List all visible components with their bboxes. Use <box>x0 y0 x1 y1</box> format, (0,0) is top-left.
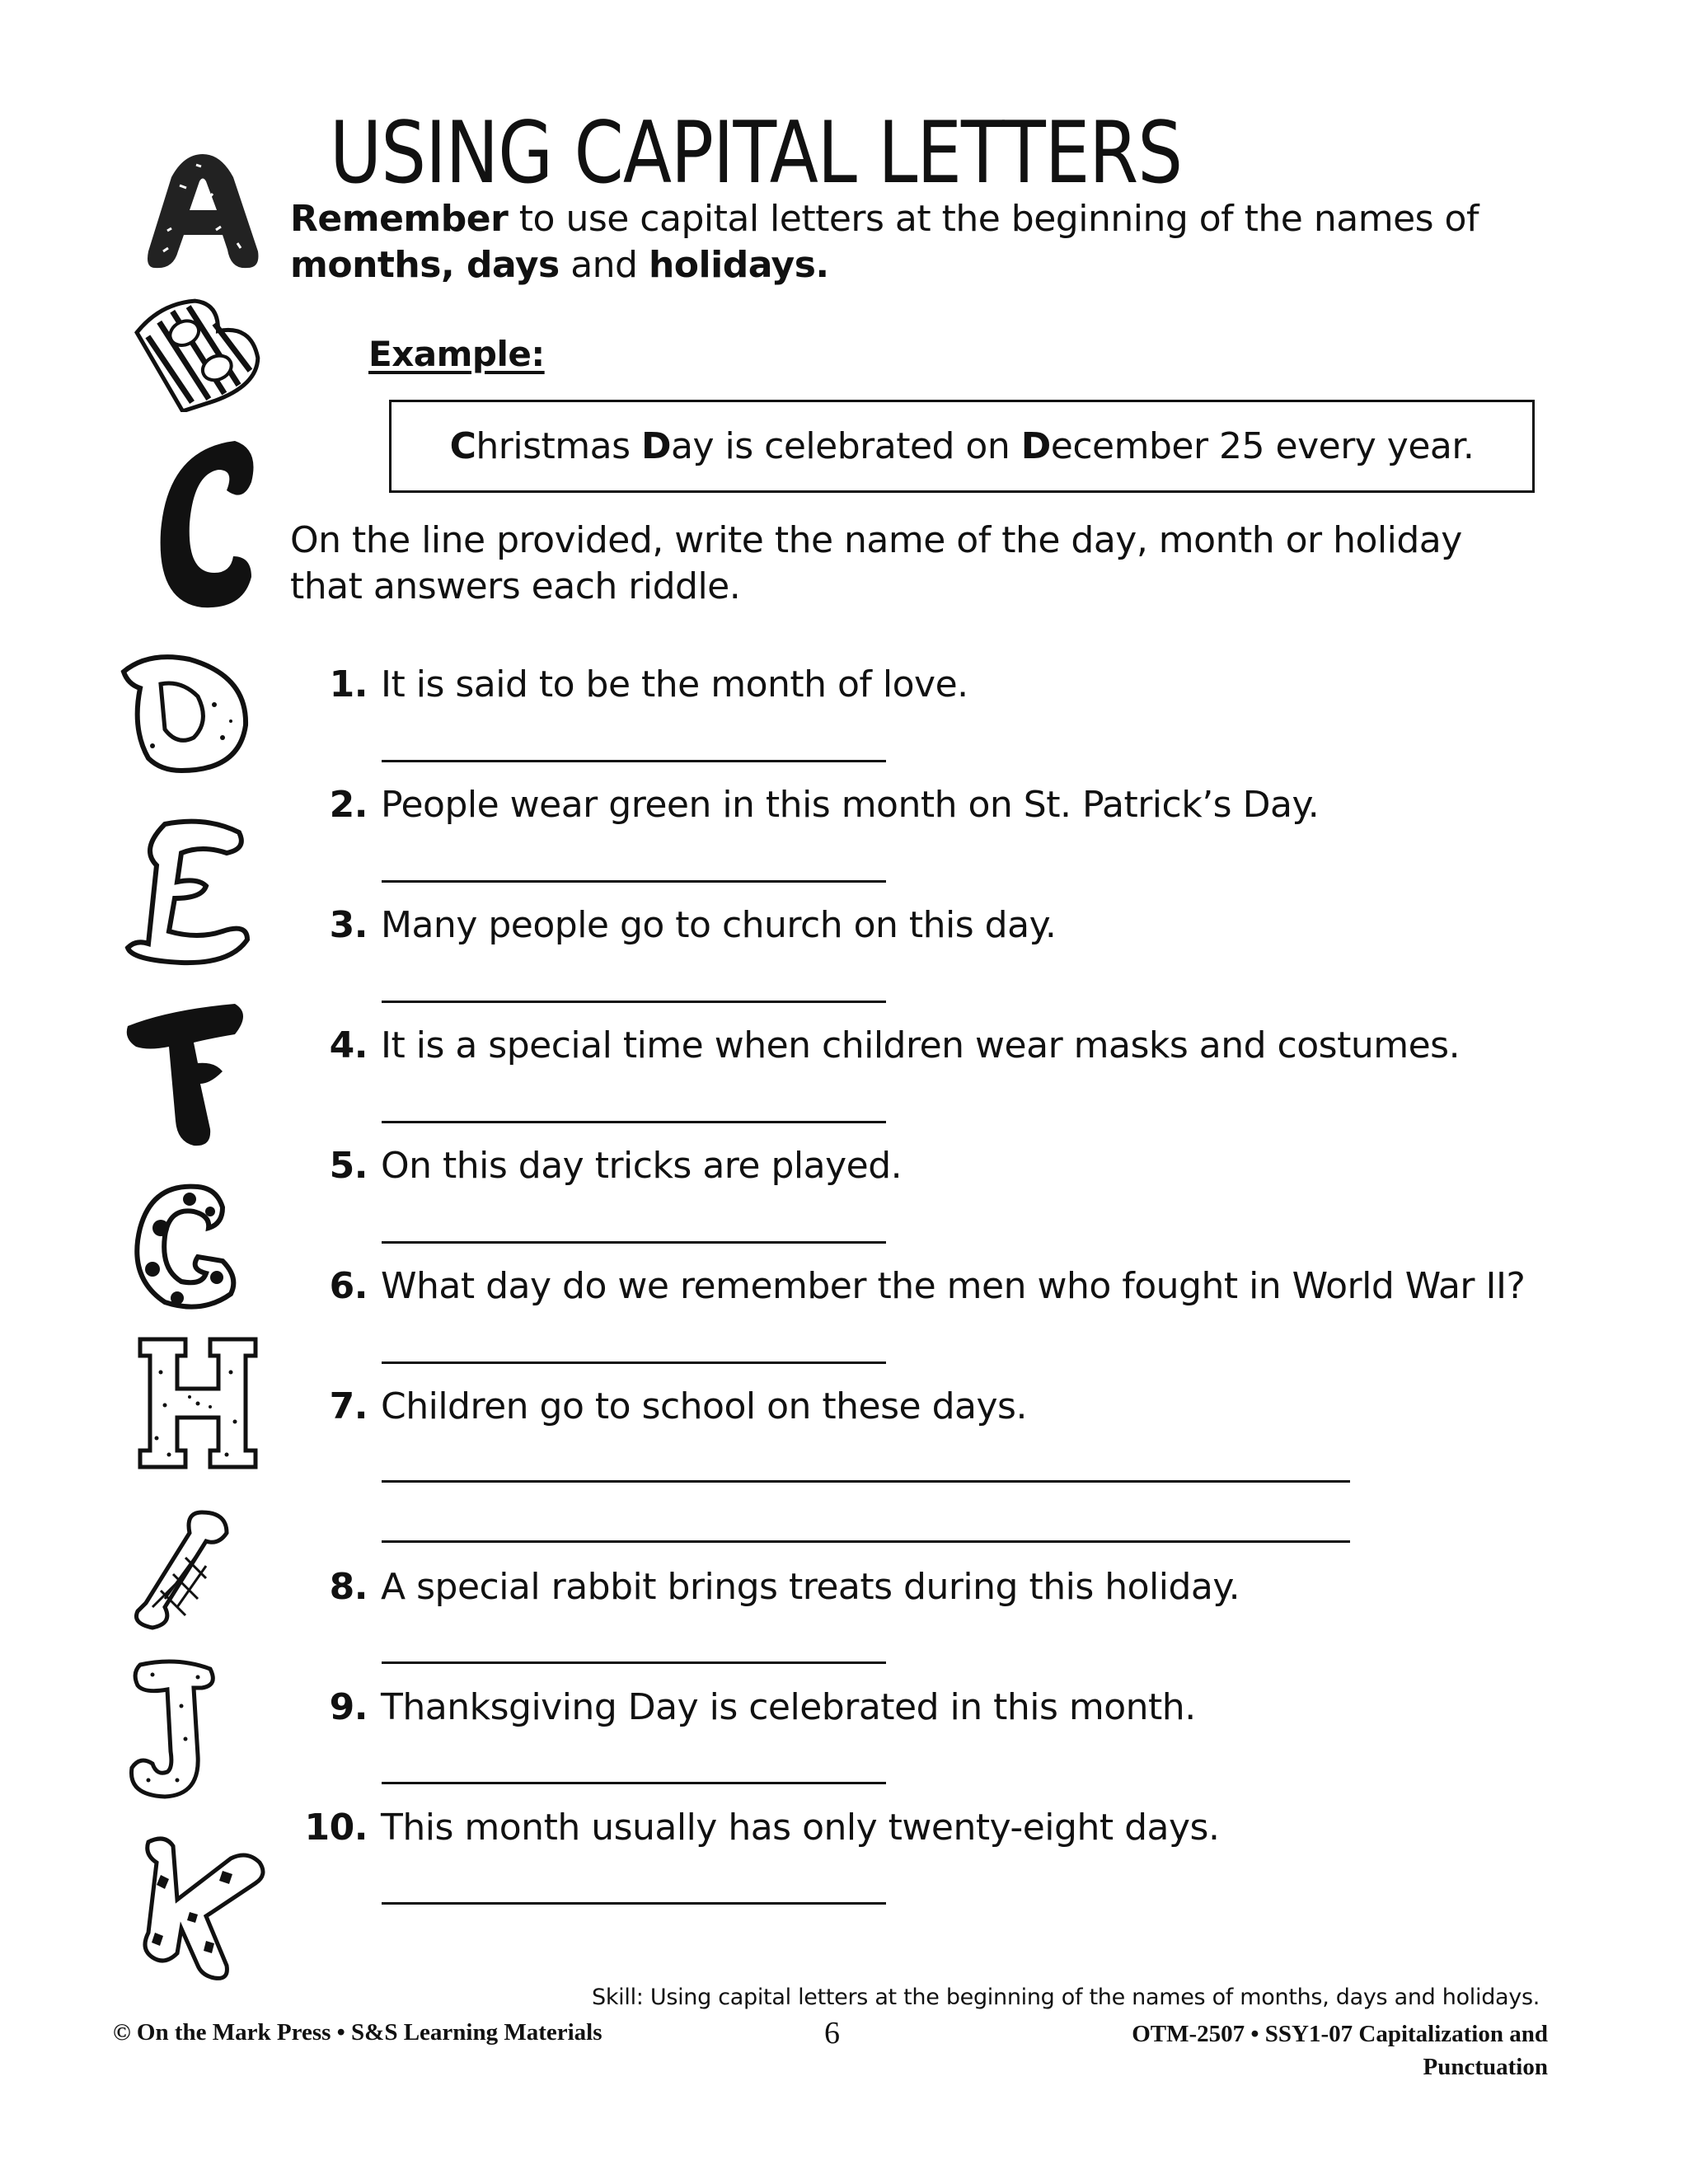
question-text: Thanksgiving Day is celebrated in this month. <box>381 1686 1196 1728</box>
question-7 <box>313 1385 1027 1427</box>
letter-d-icon <box>115 647 256 779</box>
letter-g-icon <box>120 1179 251 1310</box>
letter-f-icon <box>120 997 251 1150</box>
example-box <box>389 400 1535 493</box>
question-text: On this day tricks are played. <box>381 1145 903 1187</box>
question-text: It is said to be the month of love. <box>381 663 968 705</box>
question-number: 7. <box>329 1385 368 1427</box>
footer-product-line2: Punctuation <box>1423 2054 1548 2080</box>
answer-line-4[interactable] <box>382 1121 886 1123</box>
letter-k-icon <box>115 1834 280 1982</box>
answer-line-2[interactable] <box>382 880 886 883</box>
example-cap-d2: D <box>1020 425 1051 467</box>
question-8 <box>313 1566 1240 1608</box>
question-6 <box>313 1265 1525 1307</box>
footer-publisher: © On the Mark Press • S&S Learning Materials <box>113 2019 603 2046</box>
example-part-1: hristmas <box>476 425 641 467</box>
example-part-2: ay is celebrated on <box>671 425 1021 467</box>
intro-holidays: holidays <box>648 244 816 286</box>
question-9 <box>313 1686 1196 1728</box>
example-label: Example: <box>368 334 545 374</box>
answer-line-8[interactable] <box>382 1661 886 1664</box>
question-text: What day do we remember the men who fought in World War II? <box>381 1265 1526 1307</box>
intro-sep: , <box>440 244 467 286</box>
letter-i-icon <box>128 1508 235 1632</box>
question-text: It is a special time when children wear masks and costumes. <box>381 1024 1461 1066</box>
answer-line-1[interactable] <box>382 760 886 762</box>
letter-c-icon <box>136 433 268 614</box>
question-text: People wear green in this month on St. Patrick’s Day. <box>381 784 1320 826</box>
question-text: This month usually has only twenty-eight days. <box>381 1807 1220 1849</box>
question-5 <box>313 1145 902 1187</box>
example-part-3: ecember 25 every year. <box>1050 425 1475 467</box>
question-number: 1. <box>329 663 368 705</box>
question-number: 6. <box>329 1265 368 1307</box>
answer-line-7b[interactable] <box>382 1540 1350 1543</box>
answer-line-3[interactable] <box>382 1001 886 1003</box>
question-text: A special rabbit brings treats during this holiday. <box>381 1566 1240 1608</box>
answer-line-6[interactable] <box>382 1361 886 1364</box>
answer-line-5[interactable] <box>382 1241 886 1244</box>
letter-h-icon <box>132 1331 264 1475</box>
question-number: 4. <box>329 1024 368 1066</box>
page-title: USING CAPITAL LETTERS <box>330 103 1183 203</box>
letter-b-icon <box>134 288 279 412</box>
question-2 <box>313 784 1319 826</box>
question-number: 10. <box>304 1807 368 1849</box>
question-4 <box>313 1024 1460 1066</box>
question-number: 9. <box>329 1686 368 1728</box>
intro-text-1: to use capital letters at the beginning of the names of <box>508 198 1479 240</box>
question-number: 8. <box>329 1566 368 1608</box>
example-cap-c: C <box>449 425 476 467</box>
question-text: Many people go to church on this day. <box>381 904 1057 946</box>
question-number: 3. <box>329 904 368 946</box>
question-10 <box>288 1807 1219 1849</box>
example-sentence <box>450 425 1475 467</box>
skill-note: Skill: Using capital letters at the beginning of the names of months, days and holidays. <box>592 1985 1540 2010</box>
footer-product: OTM-2507 • SSY1-07 Capitalization and <box>1132 2021 1548 2047</box>
question-3 <box>313 904 1056 946</box>
question-number: 2. <box>329 784 368 826</box>
intro-lead: Remember <box>290 198 509 240</box>
question-1 <box>313 663 968 705</box>
page-number: 6 <box>824 2016 840 2050</box>
intro-end: . <box>815 244 829 286</box>
intro-text <box>290 196 1543 288</box>
instructions: On the line provided, write the name of the day, month or holiday that answers each riddle. <box>290 519 1462 607</box>
intro-days: days <box>467 244 560 286</box>
letter-j-icon <box>120 1657 231 1801</box>
answer-line-10[interactable] <box>382 1902 886 1905</box>
intro-months: months <box>290 244 441 286</box>
letter-e-icon <box>115 816 256 968</box>
letter-a-icon <box>138 152 266 276</box>
example-cap-d: D <box>641 425 672 467</box>
answer-line-9[interactable] <box>382 1782 886 1784</box>
question-text: Children go to school on these days. <box>381 1385 1027 1427</box>
question-number: 5. <box>329 1145 368 1187</box>
answer-line-7a[interactable] <box>382 1480 1350 1483</box>
intro-text-2: and <box>559 244 649 286</box>
